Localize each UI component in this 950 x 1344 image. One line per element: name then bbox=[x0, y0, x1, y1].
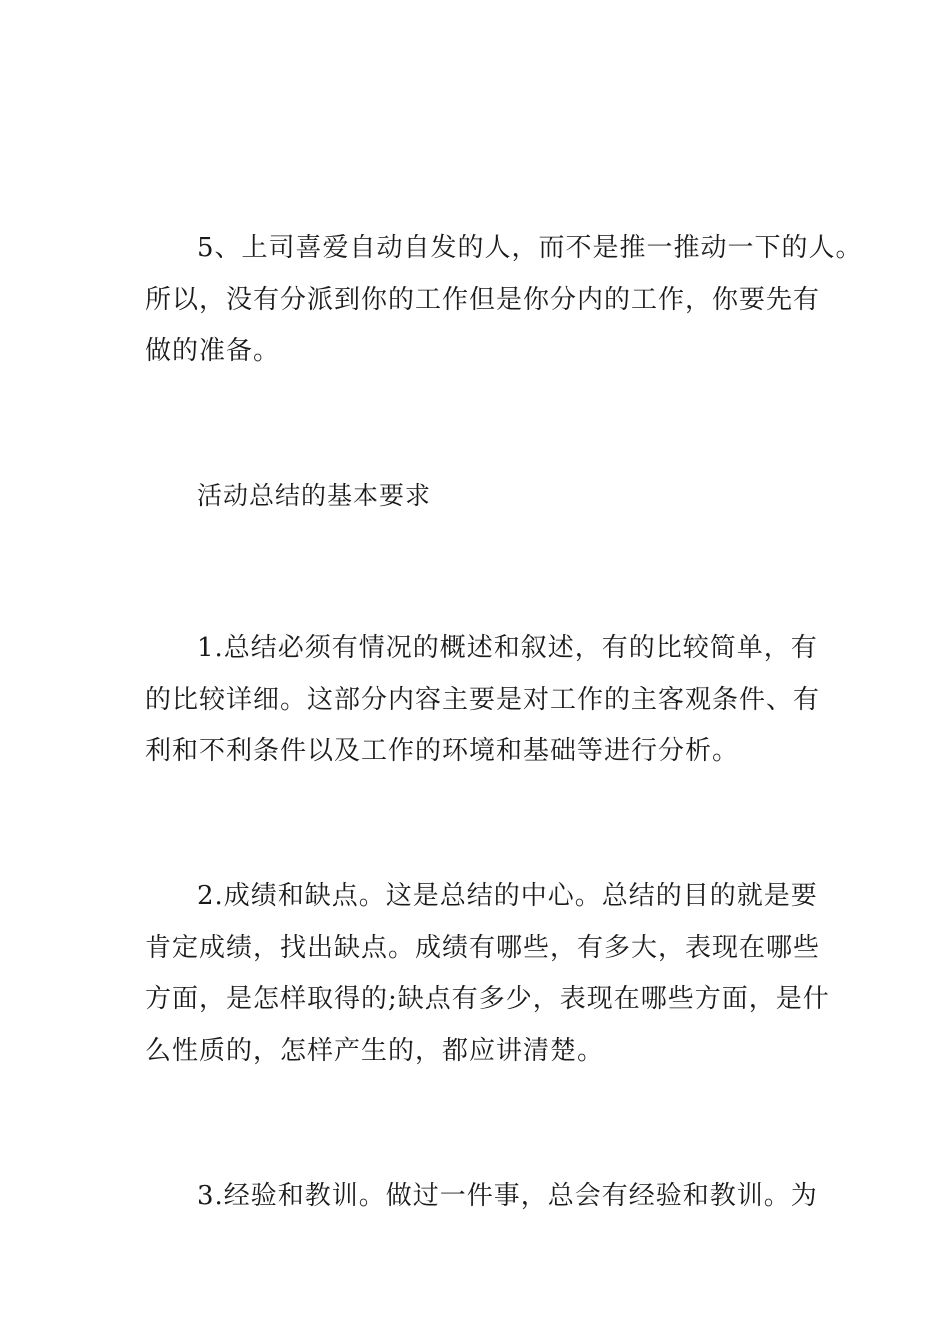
paragraph-line: 做的准备。 bbox=[145, 336, 281, 366]
paragraph-line: 么性质的，怎样产生的，都应讲清楚。 bbox=[145, 1036, 605, 1066]
paragraph-line: 所以，没有分派到你的工作但是你分内的工作，你要先有 bbox=[145, 285, 821, 315]
paragraph-line: 3.经验和教训。做过一件事，总会有经验和教训。为 bbox=[197, 1181, 818, 1211]
paragraph-line: 的比较详细。这部分内容主要是对工作的主客观条件、有 bbox=[145, 685, 821, 715]
section-heading: 活动总结的基本要求 bbox=[197, 481, 432, 510]
paragraph-line: 1.总结必须有情况的概述和叙述，有的比较简单，有 bbox=[197, 633, 818, 663]
paragraph-line: 肯定成绩，找出缺点。成绩有哪些，有多大，表现在哪些 bbox=[145, 933, 821, 963]
paragraph-line: 利和不利条件以及工作的环境和基础等进行分析。 bbox=[145, 736, 740, 766]
paragraph-line: 2.成绩和缺点。这是总结的中心。总结的目的就是要 bbox=[197, 881, 818, 911]
paragraph-line: 5、上司喜爱自动自发的人，而不是推一推动一下的人。 bbox=[197, 233, 863, 263]
paragraph-line: 方面，是怎样取得的;缺点有多少，表现在哪些方面，是什 bbox=[145, 984, 830, 1014]
